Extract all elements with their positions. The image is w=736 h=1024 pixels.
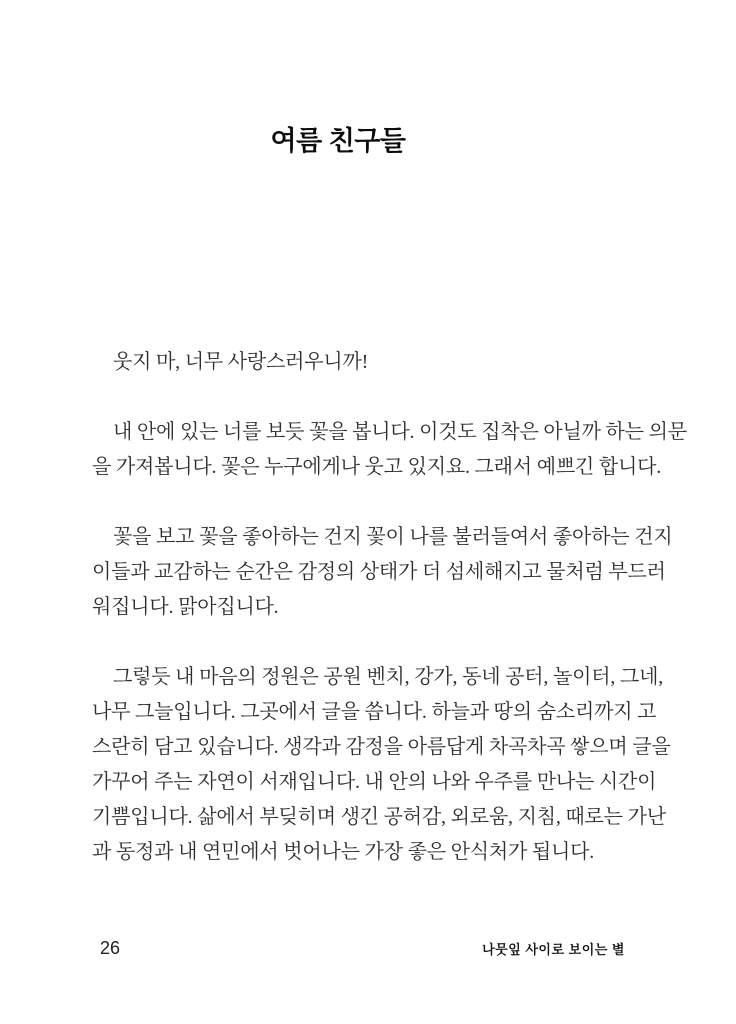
text-line: 스란히 담고 있습니다. 생각과 감정을 아름답게 차곡차곡 쌓으며 글을 [92,736,671,758]
text-line: 과 동정과 내 연민에서 벗어나는 가장 좋은 안식처가 됩니다. [92,841,595,863]
text-line: 가꾸어 주는 자연이 서재입니다. 내 안의 나와 우주를 만나는 시간이 [92,771,657,793]
chapter-title: 여름 친구들 [270,126,406,157]
text-line: 꽃을 보고 꽃을 좋아하는 건지 꽃이 나를 불러들여서 좋아하는 건지 [113,526,673,548]
paragraph [92,415,687,485]
text-line: 나무 그늘입니다. 그곳에서 글을 씁니다. 하늘과 땅의 숨소리까지 고 [92,701,657,723]
text-line: 워집니다. 맑아집니다. [92,596,279,618]
page-number: 26 [100,938,121,958]
page-footer [100,938,625,959]
running-title: 나뭇잎 사이로 보이는 별 [482,942,625,957]
paragraph [92,520,673,625]
text-line: 그렇듯 내 마음의 정원은 공원 벤치, 강가, 동네 공터, 놀이터, 그네, [113,666,663,688]
text-line: 내 안에 있는 너를 보듯 꽃을 봅니다. 이것도 집착은 아닐까 하는 의문 [113,421,687,443]
text-line: 이들과 교감하는 순간은 감정의 상태가 더 섬세해지고 물처럼 부드러 [92,561,666,583]
text-line: 기쁨입니다. 삶에서 부딪히며 생긴 공허감, 외로움, 지침, 때로는 가난 [92,806,666,828]
paragraph [92,345,656,380]
text-line: 을 가져봅니다. 꽃은 누구에게나 웃고 있지요. 그래서 예쁘긴 합니다. [92,456,662,478]
body-text [92,345,687,870]
paragraph [92,660,671,870]
text-line: 웃지 마, 너무 사랑스러우니까! [113,351,369,373]
